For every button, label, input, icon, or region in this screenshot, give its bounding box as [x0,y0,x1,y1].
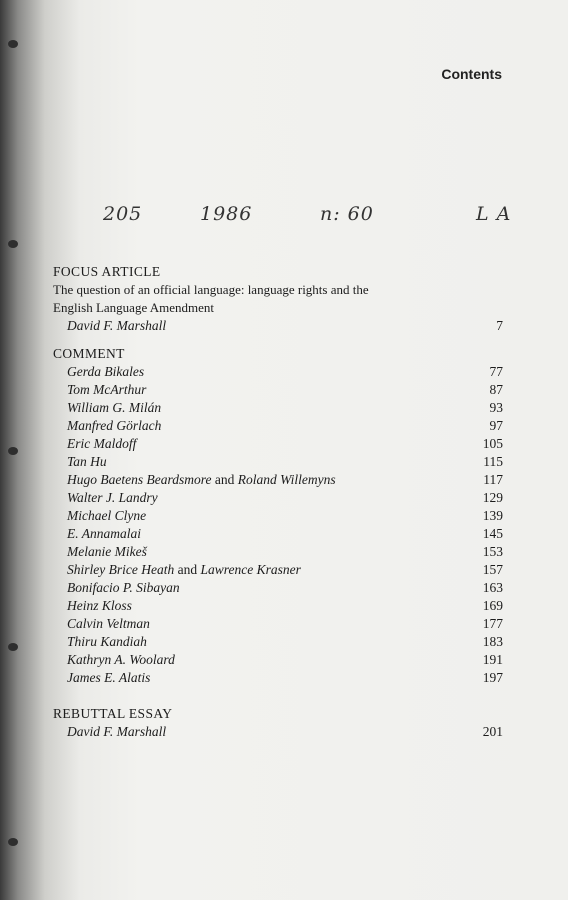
page-number: 129 [482,490,503,505]
toc-entry [53,399,503,417]
toc-entry [53,615,503,633]
table-of-contents [53,263,503,741]
author-name: Thiru Kandiah [67,634,147,649]
author-conjunction: and [214,472,235,487]
author-name [67,489,158,507]
toc-entry [53,597,503,615]
author-name: Heinz Kloss [67,598,132,613]
page-number: 115 [483,454,503,469]
section-label: REBUTTAL ESSAY [53,706,173,721]
toc-entry [53,417,503,435]
page-number: 117 [483,472,503,487]
author-name [67,507,146,525]
author-name [67,633,147,651]
page-number: 97 [489,418,503,433]
page-number: 153 [482,544,503,559]
author-conjunction: and [177,562,198,577]
comment-list [53,363,503,687]
author-name: Lawrence Krasner [200,562,301,577]
author-name [67,417,161,435]
page-number: 163 [482,580,503,595]
binding-hole [8,447,18,455]
author-name: Tan Hu [67,454,107,469]
author-name [67,525,141,543]
toc-entry [53,471,503,489]
author-name: Melanie Mikeš [67,544,147,559]
toc-entry [53,525,503,543]
binding-hole [8,240,18,248]
author-name: Bonifacio P. Sibayan [67,580,180,595]
page-number: 77 [489,364,503,379]
toc-entry [53,723,503,741]
toc-entry [53,651,503,669]
author-name: Kathryn A. Woolard [67,652,175,667]
author-name [67,399,161,417]
page-number: 139 [482,508,503,523]
toc-entry [53,317,503,335]
toc-entry [53,543,503,561]
author-name: E. Annamalai [67,526,141,541]
page-number: 191 [482,652,503,667]
author-name [67,363,144,381]
author-name [67,543,147,561]
page-number: 197 [482,670,503,685]
section-label: COMMENT [53,346,125,361]
page-number: 169 [482,598,503,613]
page-number: 93 [489,400,503,415]
author-name [67,381,146,399]
author-name: William G. Milán [67,400,162,415]
toc-entry [53,669,503,687]
author-name [67,597,132,615]
author-name [67,453,107,471]
binding-hole [8,838,18,846]
toc-entry [53,507,503,525]
page-number: 177 [482,616,503,631]
binding-hole [8,643,18,651]
author-name: James E. Alatis [67,670,151,685]
author-name: David F. Marshall [67,318,167,333]
article-title: English Language Amendment [53,300,215,315]
toc-entry [53,363,503,381]
author-name: Eric Maldoff [67,436,137,451]
page-heading: Contents [441,66,502,82]
handwritten-note: 205 [103,203,143,225]
toc-entry [53,381,503,399]
author-name: Tom McArthur [67,382,147,397]
page-number: 145 [482,526,503,541]
author-name [67,615,150,633]
author-name: Gerda Bikales [67,364,145,379]
toc-entry [53,453,503,471]
page-number: 87 [489,382,503,397]
handwritten-note: 1986 [200,203,253,225]
page-number: 183 [482,634,503,649]
author-name [67,651,175,669]
author-name [67,435,136,453]
page-number: 201 [482,724,503,739]
author-name: Calvin Veltman [67,616,150,631]
author-name: Roland Willemyns [237,472,336,487]
page-number: 105 [482,436,503,451]
binding-hole [8,40,18,48]
author-name: Hugo Baetens Beardsmore [67,472,212,487]
toc-entry [53,489,503,507]
author-name [67,579,180,597]
author-name: Walter J. Landry [67,490,158,505]
author-name: Michael Clyne [67,508,147,523]
handwritten-note: L A [476,203,512,225]
page-number: 157 [482,562,503,577]
article-title: The question of an official language: language rights and the [53,282,369,297]
toc-entry [53,561,503,579]
toc-entry [53,435,503,453]
author-name [67,669,150,687]
author-name: Shirley Brice Heath [67,562,175,577]
section-label: FOCUS ARTICLE [53,264,161,279]
toc-entry [53,633,503,651]
author-name [67,471,336,489]
page-number: 7 [496,318,503,333]
author-name [67,561,301,579]
author-name: Manfred Görlach [67,418,162,433]
toc-entry [53,579,503,597]
handwritten-note: n: 60 [320,203,374,225]
author-name: David F. Marshall [67,724,167,739]
